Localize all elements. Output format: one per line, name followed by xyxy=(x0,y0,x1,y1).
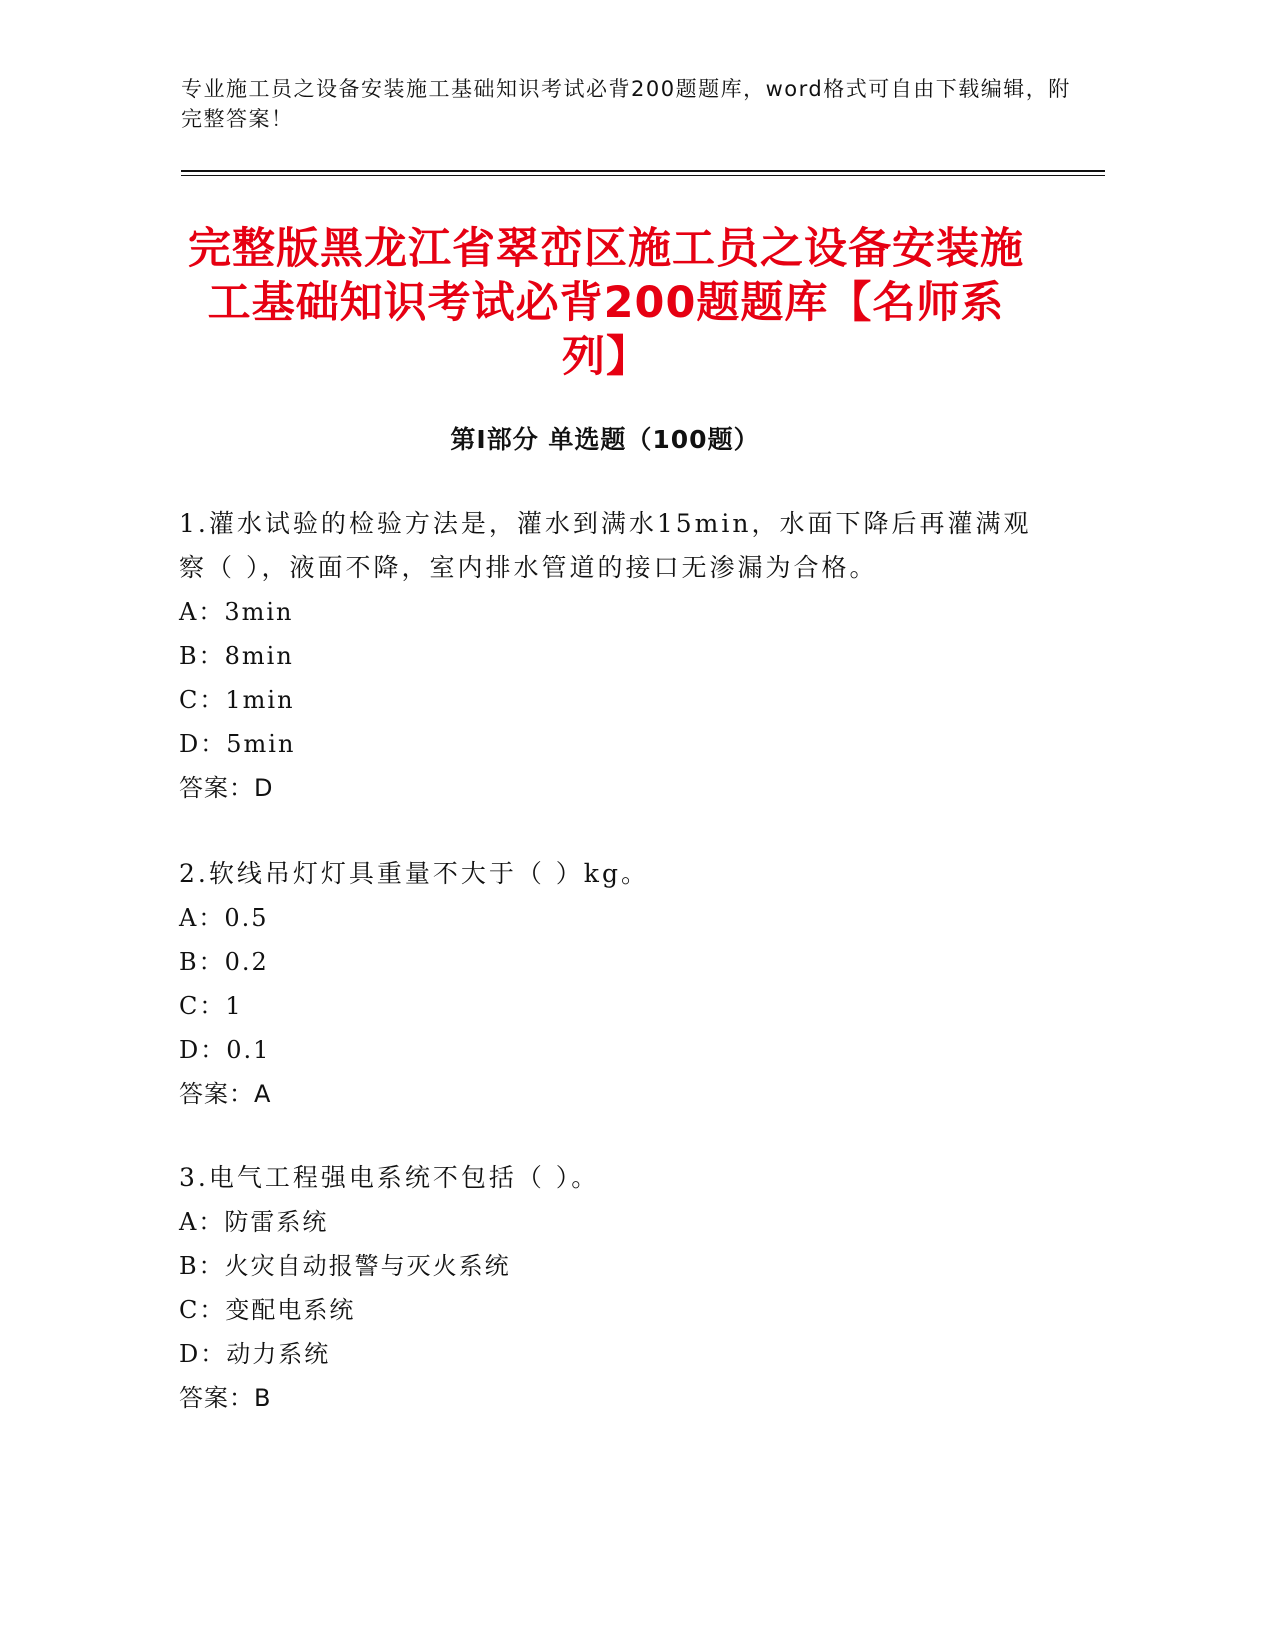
option-b: B：8min xyxy=(179,642,294,670)
option-d: D：动力系统 xyxy=(179,1340,331,1368)
option-b: B：火灾自动报警与灭火系统 xyxy=(179,1252,511,1280)
header-note: 专业施工员之设备安装施工基础知识考试必背200题题库，word格式可自由下载编辑，附完整答案！ xyxy=(181,77,1071,131)
question-stem: 1.灌水试验的检验方法是，灌水到满水15min，水面下降后再灌满观察（ ），液面不降，室内排水管道的接口无渗漏为合格。 xyxy=(179,509,1032,582)
option-a: A：0.5 xyxy=(179,904,269,932)
option-d: D：5min xyxy=(179,730,296,758)
question-stem: 3.电气工程强电系统不包括（ ）。 xyxy=(179,1163,600,1192)
option-c: C：1 xyxy=(179,992,243,1020)
option-d: D：0.1 xyxy=(179,1036,271,1064)
section-heading: 第Ⅰ部分 单选题（100题） xyxy=(450,425,760,454)
option-c: C：1min xyxy=(179,686,295,714)
answer: 答案：A xyxy=(179,1080,272,1108)
answer: 答案：D xyxy=(179,774,274,802)
question-stem: 2.软线吊灯灯具重量不大于（ ）kg。 xyxy=(179,859,649,888)
option-a: A：3min xyxy=(179,598,294,626)
answer: 答案：B xyxy=(179,1384,272,1412)
header-divider xyxy=(181,170,1105,172)
option-a: A：防雷系统 xyxy=(179,1208,329,1236)
question-2 xyxy=(179,852,1059,1116)
document-title: 完整版黑龙江省翠峦区施工员之设备安装施工基础知识考试必背200题题库【名师系列】 xyxy=(188,224,1024,382)
option-b: B：0.2 xyxy=(179,948,269,976)
header-divider-thin xyxy=(181,175,1105,176)
option-c: C：变配电系统 xyxy=(179,1296,356,1324)
question-1 xyxy=(179,502,1059,810)
question-3 xyxy=(179,1156,1059,1420)
